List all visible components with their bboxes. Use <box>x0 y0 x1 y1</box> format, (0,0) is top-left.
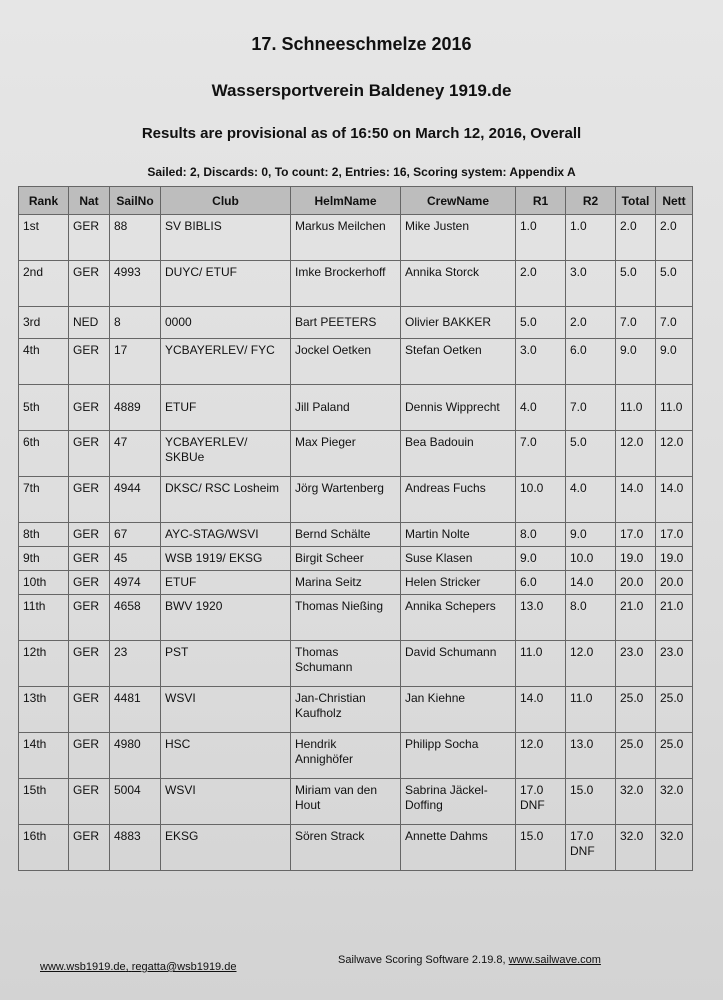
cell-helmname: Markus Meilchen <box>291 215 401 261</box>
cell-nett: 14.0 <box>656 477 693 523</box>
cell-club: AYC-STAG/WSVI <box>161 523 291 547</box>
cell-nett: 20.0 <box>656 571 693 595</box>
cell-club: YCBAYERLEV/ SKBUe <box>161 431 291 477</box>
cell-r1: 5.0 <box>516 307 566 339</box>
cell-crewname: Annette Dahms <box>401 825 516 871</box>
cell-rank: 15th <box>19 779 69 825</box>
cell-helmname: Thomas Schumann <box>291 641 401 687</box>
cell-club: DKSC/ RSC Losheim <box>161 477 291 523</box>
table-row <box>19 307 693 339</box>
cell-r1: 1.0 <box>516 215 566 261</box>
cell-club: PST <box>161 641 291 687</box>
club-title: Wassersportverein Baldeney 1919.de <box>211 81 512 100</box>
cell-r1: 7.0 <box>516 431 566 477</box>
cell-nett: 5.0 <box>656 261 693 307</box>
cell-r1: 4.0 <box>516 385 566 431</box>
cell-r1: 15.0 <box>516 825 566 871</box>
cell-total: 17.0 <box>616 523 656 547</box>
cell-rank: 4th <box>19 339 69 385</box>
cell-sailno: 4481 <box>110 687 161 733</box>
cell-sailno: 4980 <box>110 733 161 779</box>
cell-helmname: Miriam van den Hout <box>291 779 401 825</box>
cell-r2: 17.0 DNF <box>566 825 616 871</box>
cell-crewname: Olivier BAKKER <box>401 307 516 339</box>
cell-club: YCBAYERLEV/ FYC <box>161 339 291 385</box>
cell-rank: 8th <box>19 523 69 547</box>
cell-crewname: Philipp Socha <box>401 733 516 779</box>
col-r2: R2 <box>566 187 616 215</box>
cell-nett: 2.0 <box>656 215 693 261</box>
cell-r2: 7.0 <box>566 385 616 431</box>
results-table <box>18 186 693 871</box>
table-row <box>19 215 693 261</box>
cell-club: ETUF <box>161 571 291 595</box>
table-row <box>19 385 693 431</box>
cell-rank: 13th <box>19 687 69 733</box>
cell-total: 7.0 <box>616 307 656 339</box>
cell-crewname: Mike Justen <box>401 215 516 261</box>
cell-helmname: Imke Brockerhoff <box>291 261 401 307</box>
cell-crewname: Andreas Fuchs <box>401 477 516 523</box>
email-link[interactable]: regatta@wsb1919.de <box>131 961 237 973</box>
cell-nat: GER <box>69 641 110 687</box>
cell-sailno: 4889 <box>110 385 161 431</box>
cell-total: 32.0 <box>616 779 656 825</box>
cell-nett: 11.0 <box>656 385 693 431</box>
cell-total: 2.0 <box>616 215 656 261</box>
cell-total: 23.0 <box>616 641 656 687</box>
cell-crewname: Sabrina Jäckel-Doffing <box>401 779 516 825</box>
table-row <box>19 523 693 547</box>
cell-r1: 13.0 <box>516 595 566 641</box>
cell-total: 25.0 <box>616 733 656 779</box>
cell-helmname: Marina Seitz <box>291 571 401 595</box>
table-row <box>19 571 693 595</box>
cell-nat: GER <box>69 571 110 595</box>
cell-nat: GER <box>69 215 110 261</box>
cell-nat: GER <box>69 385 110 431</box>
cell-sailno: 4883 <box>110 825 161 871</box>
cell-crewname: Dennis Wipprecht <box>401 385 516 431</box>
cell-club: HSC <box>161 733 291 779</box>
cell-helmname: Jörg Wartenberg <box>291 477 401 523</box>
cell-nett: 23.0 <box>656 641 693 687</box>
table-row <box>19 779 693 825</box>
cell-sailno: 4944 <box>110 477 161 523</box>
cell-r1: 6.0 <box>516 571 566 595</box>
event-title: 17. Schneeschmelze 2016 <box>251 34 472 54</box>
table-header-row <box>19 187 693 215</box>
cell-club: 0000 <box>161 307 291 339</box>
cell-nett: 21.0 <box>656 595 693 641</box>
table-row <box>19 431 693 477</box>
cell-helmname: Bart PEETERS <box>291 307 401 339</box>
cell-crewname: Annika Storck <box>401 261 516 307</box>
table-row <box>19 641 693 687</box>
table-row <box>19 687 693 733</box>
cell-rank: 6th <box>19 431 69 477</box>
footer-separator: , <box>125 961 129 973</box>
cell-nat: GER <box>69 431 110 477</box>
cell-helmname: Jill Paland <box>291 385 401 431</box>
cell-total: 19.0 <box>616 547 656 571</box>
cell-club: WSVI <box>161 779 291 825</box>
cell-r1: 3.0 <box>516 339 566 385</box>
cell-r1: 17.0 DNF <box>516 779 566 825</box>
cell-crewname: Annika Schepers <box>401 595 516 641</box>
cell-nat: GER <box>69 339 110 385</box>
cell-helmname: Birgit Scheer <box>291 547 401 571</box>
cell-r1: 14.0 <box>516 687 566 733</box>
cell-helmname: Max Pieger <box>291 431 401 477</box>
table-row <box>19 825 693 871</box>
cell-crewname: Helen Stricker <box>401 571 516 595</box>
col-total: Total <box>616 187 656 215</box>
col-helmname: HelmName <box>291 187 401 215</box>
cell-sailno: 4658 <box>110 595 161 641</box>
cell-total: 25.0 <box>616 687 656 733</box>
cell-helmname: Jockel Oetken <box>291 339 401 385</box>
cell-crewname: Martin Nolte <box>401 523 516 547</box>
cell-sailno: 67 <box>110 523 161 547</box>
cell-nett: 19.0 <box>656 547 693 571</box>
cell-total: 32.0 <box>616 825 656 871</box>
cell-nat: GER <box>69 687 110 733</box>
cell-r2: 13.0 <box>566 733 616 779</box>
cell-helmname: Bernd Schälte <box>291 523 401 547</box>
cell-r2: 6.0 <box>566 339 616 385</box>
scoring-summary: Sailed: 2, Discards: 0, To count: 2, Entries: 16, Scoring system: Appendix A <box>147 165 576 179</box>
cell-r2: 8.0 <box>566 595 616 641</box>
cell-sailno: 4974 <box>110 571 161 595</box>
footer-links <box>40 961 236 973</box>
cell-crewname: David Schumann <box>401 641 516 687</box>
cell-sailno: 47 <box>110 431 161 477</box>
cell-sailno: 88 <box>110 215 161 261</box>
cell-total: 14.0 <box>616 477 656 523</box>
results-body <box>19 215 693 871</box>
cell-r1: 10.0 <box>516 477 566 523</box>
cell-nett: 12.0 <box>656 431 693 477</box>
col-nat: Nat <box>69 187 110 215</box>
cell-nat: GER <box>69 733 110 779</box>
cell-rank: 11th <box>19 595 69 641</box>
cell-r1: 2.0 <box>516 261 566 307</box>
results-status: Results are provisional as of 16:50 on March 12, 2016, Overall <box>141 125 582 142</box>
cell-total: 11.0 <box>616 385 656 431</box>
cell-r2: 1.0 <box>566 215 616 261</box>
cell-rank: 7th <box>19 477 69 523</box>
cell-helmname: Sören Strack <box>291 825 401 871</box>
cell-club: WSVI <box>161 687 291 733</box>
table-row <box>19 477 693 523</box>
col-crewname: CrewName <box>401 187 516 215</box>
cell-sailno: 4993 <box>110 261 161 307</box>
cell-nat: GER <box>69 825 110 871</box>
cell-r1: 8.0 <box>516 523 566 547</box>
cell-r1: 11.0 <box>516 641 566 687</box>
cell-nat: GER <box>69 547 110 571</box>
cell-r2: 9.0 <box>566 523 616 547</box>
cell-r1: 9.0 <box>516 547 566 571</box>
cell-r2: 3.0 <box>566 261 616 307</box>
cell-rank: 2nd <box>19 261 69 307</box>
table-row <box>19 733 693 779</box>
cell-total: 9.0 <box>616 339 656 385</box>
cell-total: 12.0 <box>616 431 656 477</box>
cell-crewname: Stefan Oetken <box>401 339 516 385</box>
cell-rank: 3rd <box>19 307 69 339</box>
table-row <box>19 595 693 641</box>
cell-nett: 32.0 <box>656 825 693 871</box>
cell-rank: 10th <box>19 571 69 595</box>
col-club: Club <box>161 187 291 215</box>
cell-total: 5.0 <box>616 261 656 307</box>
table-row <box>19 339 693 385</box>
cell-r2: 2.0 <box>566 307 616 339</box>
cell-r2: 14.0 <box>566 571 616 595</box>
col-sailno: SailNo <box>110 187 161 215</box>
cell-club: BWV 1920 <box>161 595 291 641</box>
table-row <box>19 261 693 307</box>
cell-crewname: Suse Klasen <box>401 547 516 571</box>
cell-club: ETUF <box>161 385 291 431</box>
cell-nett: 25.0 <box>656 733 693 779</box>
table-row <box>19 547 693 571</box>
cell-nat: GER <box>69 595 110 641</box>
site-link[interactable]: www.wsb1919.de <box>40 961 126 973</box>
cell-rank: 12th <box>19 641 69 687</box>
cell-nett: 17.0 <box>656 523 693 547</box>
cell-rank: 5th <box>19 385 69 431</box>
cell-sailno: 45 <box>110 547 161 571</box>
cell-club: EKSG <box>161 825 291 871</box>
cell-helmname: Thomas Nießing <box>291 595 401 641</box>
cell-r2: 12.0 <box>566 641 616 687</box>
cell-r2: 5.0 <box>566 431 616 477</box>
cell-sailno: 17 <box>110 339 161 385</box>
cell-nett: 7.0 <box>656 307 693 339</box>
cell-rank: 9th <box>19 547 69 571</box>
cell-helmname: Jan-Christian Kaufholz <box>291 687 401 733</box>
cell-nat: GER <box>69 477 110 523</box>
cell-nett: 9.0 <box>656 339 693 385</box>
cell-rank: 14th <box>19 733 69 779</box>
cell-nat: GER <box>69 523 110 547</box>
cell-club: DUYC/ ETUF <box>161 261 291 307</box>
cell-club: WSB 1919/ EKSG <box>161 547 291 571</box>
cell-crewname: Bea Badouin <box>401 431 516 477</box>
cell-r2: 10.0 <box>566 547 616 571</box>
col-nett: Nett <box>656 187 693 215</box>
cell-r2: 15.0 <box>566 779 616 825</box>
cell-nett: 32.0 <box>656 779 693 825</box>
cell-total: 20.0 <box>616 571 656 595</box>
cell-club: SV BIBLIS <box>161 215 291 261</box>
cell-total: 21.0 <box>616 595 656 641</box>
cell-r2: 11.0 <box>566 687 616 733</box>
software-credit <box>338 954 601 966</box>
col-r1: R1 <box>516 187 566 215</box>
cell-crewname: Jan Kiehne <box>401 687 516 733</box>
cell-nat: NED <box>69 307 110 339</box>
cell-sailno: 8 <box>110 307 161 339</box>
software-text: Sailwave Scoring Software 2.19.8, <box>338 954 506 966</box>
col-rank: Rank <box>19 187 69 215</box>
cell-r1: 12.0 <box>516 733 566 779</box>
cell-sailno: 5004 <box>110 779 161 825</box>
software-link[interactable]: www.sailwave.com <box>508 954 601 966</box>
cell-rank: 16th <box>19 825 69 871</box>
cell-r2: 4.0 <box>566 477 616 523</box>
cell-nett: 25.0 <box>656 687 693 733</box>
cell-nat: GER <box>69 261 110 307</box>
cell-sailno: 23 <box>110 641 161 687</box>
cell-rank: 1st <box>19 215 69 261</box>
cell-helmname: Hendrik Annighöfer <box>291 733 401 779</box>
cell-nat: GER <box>69 779 110 825</box>
